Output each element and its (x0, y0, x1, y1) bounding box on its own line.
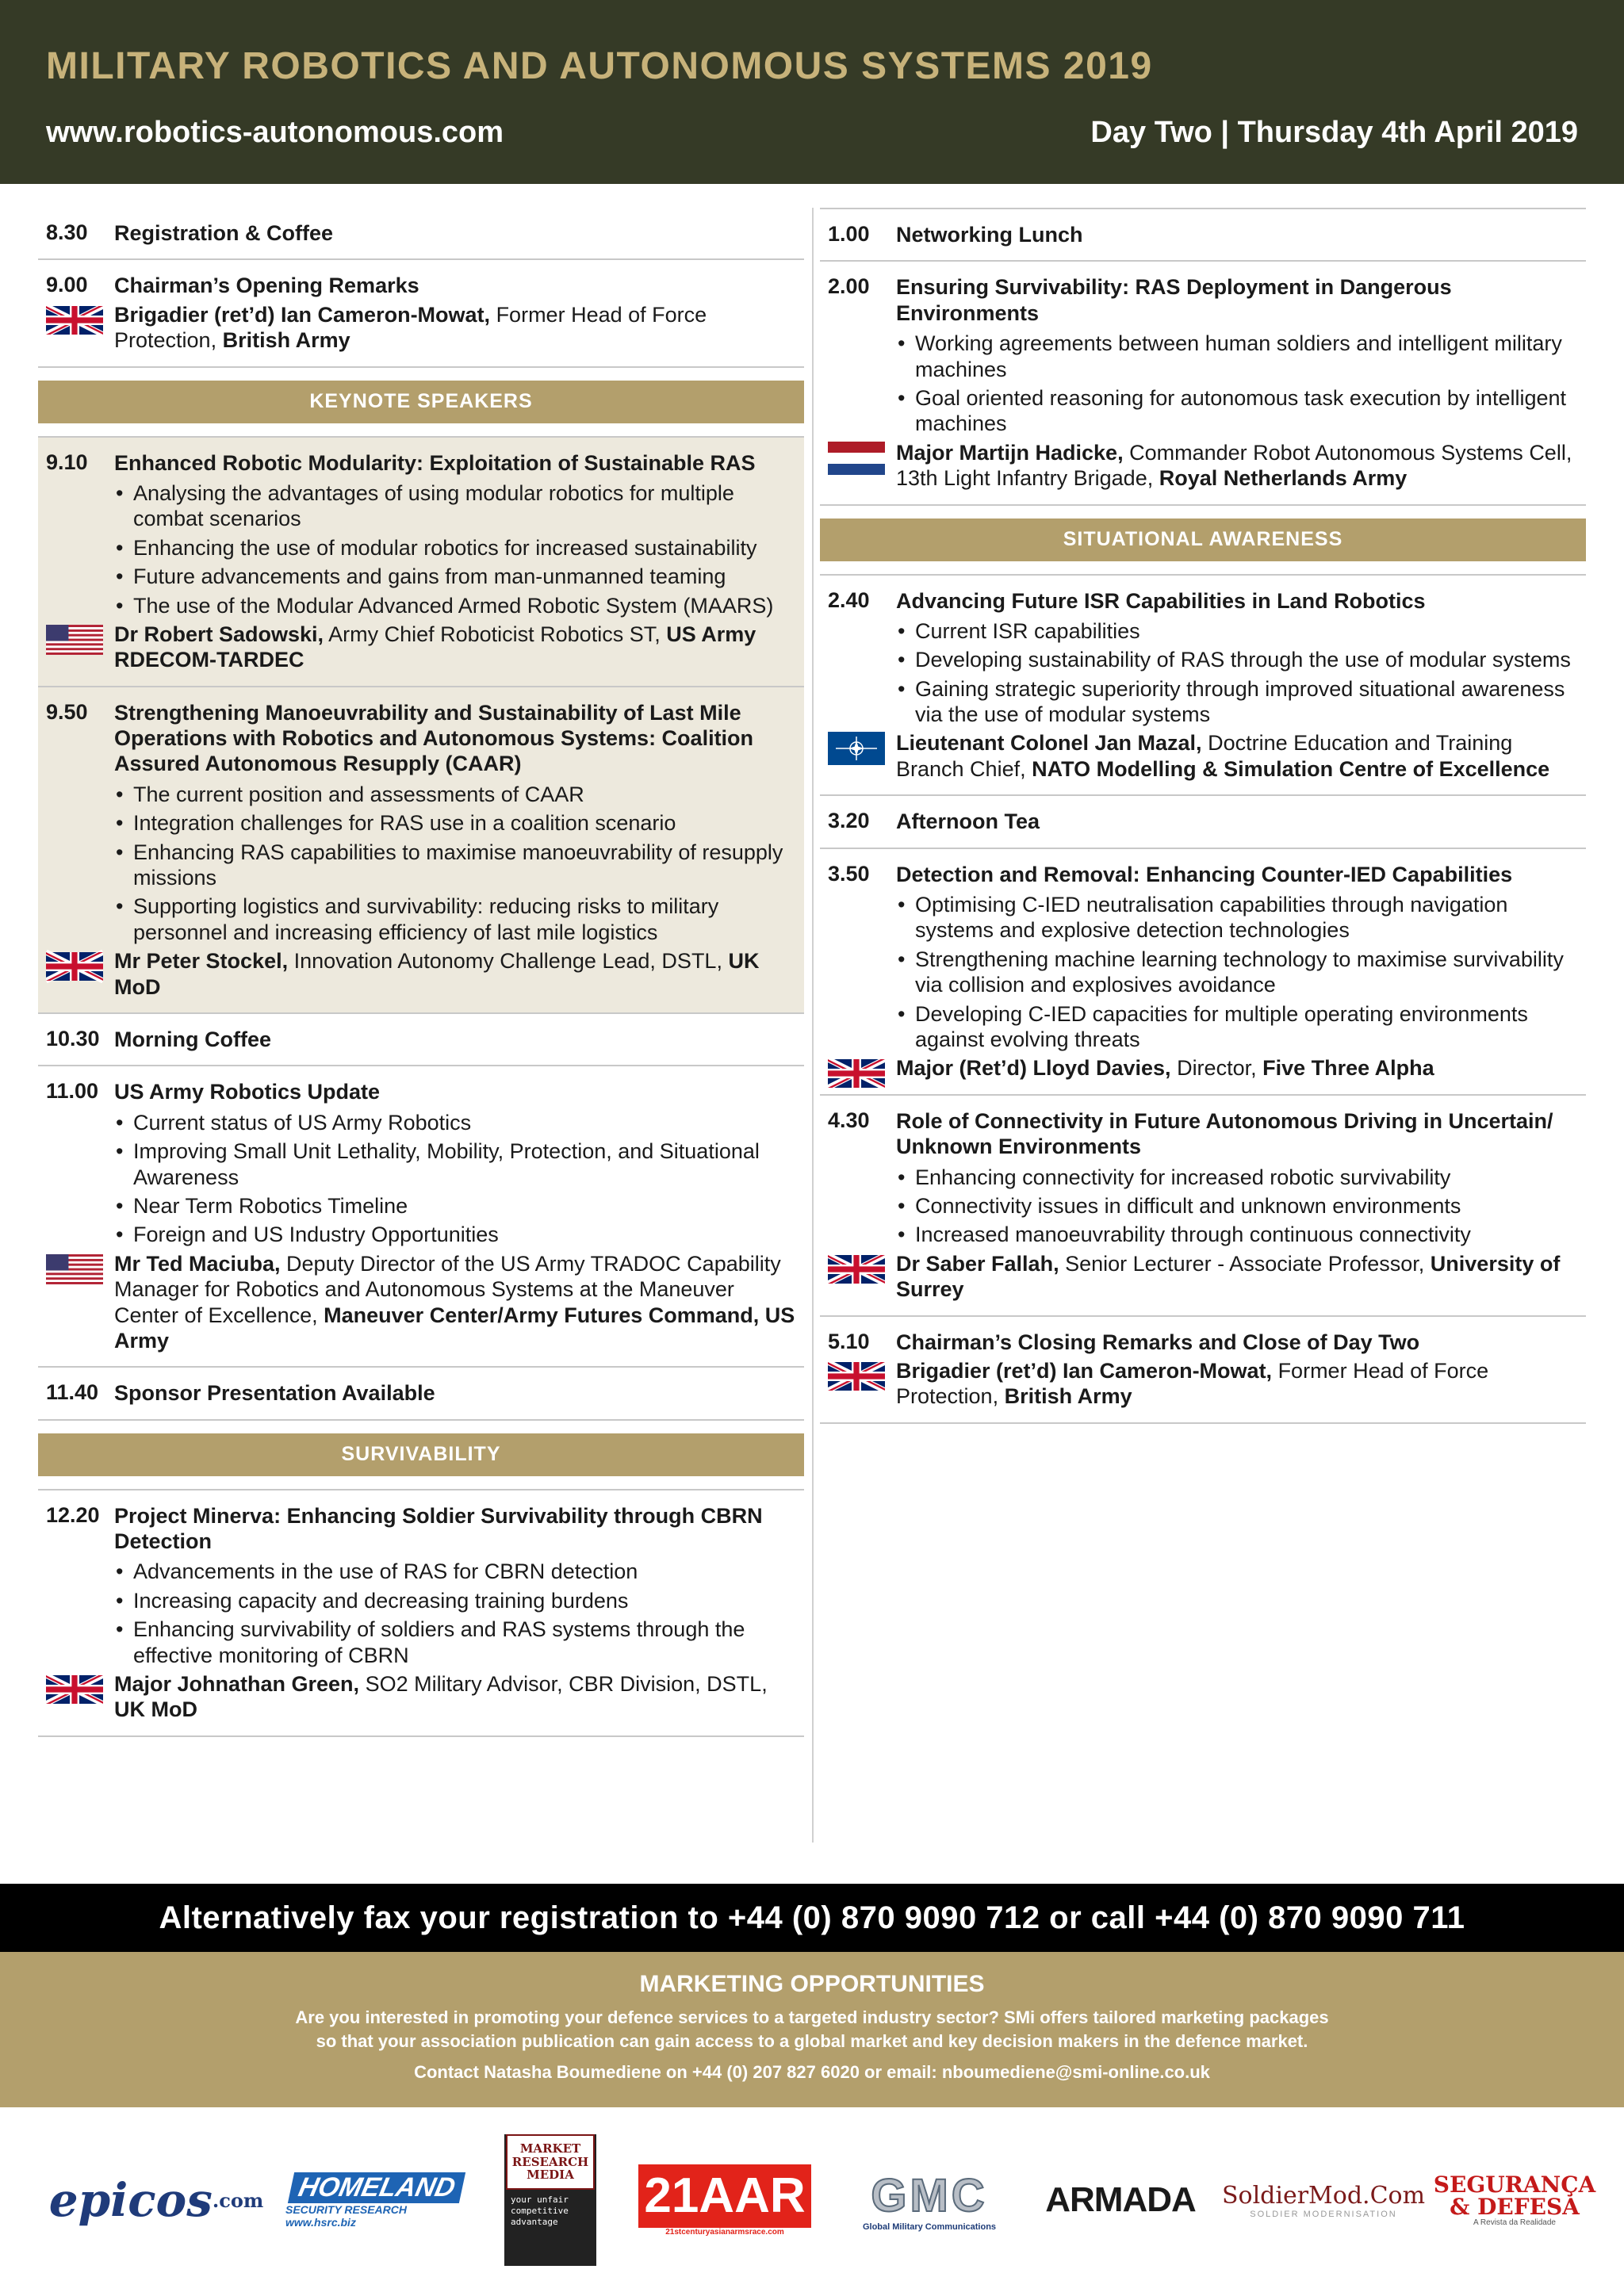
session-title: US Army Robotics Update (114, 1080, 381, 1104)
session-title: Ensuring Survivability: RAS Deployment in Dangerous Environments (896, 275, 1452, 325)
armada-wordmark: ARMADA (1045, 2180, 1196, 2219)
marketing-line: so that your association publication can gain access to a global market and key decision makers in the defence market. (316, 2030, 1308, 2051)
epicos-suffix: .com (212, 2188, 264, 2212)
session-1400 (820, 262, 1586, 505)
right-column (820, 208, 1586, 1424)
speaker (114, 622, 796, 673)
bullet-item: • Future advancements and gains from man-unmanned teaming (114, 564, 796, 589)
speaker-org: NATO Modelling & Simulation Centre of Excellence (1032, 756, 1550, 781)
header-banner (0, 0, 1624, 184)
mrm-tagline: your unfair competitive advantage (511, 2195, 569, 2227)
session-1220 (38, 1489, 804, 1737)
netherlands-flag-icon (828, 442, 885, 475)
session-1520 (820, 796, 1586, 848)
bullet-item: • Integration challenges for RAS use in a coalition scenario (114, 810, 796, 836)
bullet-item: • Enhancing connectivity for increased robotic survivability (896, 1165, 1578, 1190)
session-time: 9.10 (46, 450, 88, 474)
session-title: Registration & Coffee (114, 221, 334, 245)
session-title: Role of Connectivity in Future Autonomous Driving in Uncertain/ Unknown Environments (896, 1108, 1553, 1159)
session-time: 11.40 (46, 1380, 99, 1405)
bullet-item: • Gaining strategic superiority through improved situational awareness via the use of modular systems (896, 676, 1578, 728)
sponsor-logos (0, 2107, 1624, 2296)
bullet-list (896, 331, 1578, 437)
speaker-org: British Army (222, 328, 350, 353)
bullet-item: • Enhancing RAS capabilities to maximise manoeuvrability of resupply missions (114, 840, 796, 891)
marketing-text (0, 2006, 1624, 2053)
bullet-list (114, 1110, 796, 1248)
survivability-bar: SURVIVABILITY (38, 1433, 804, 1476)
bullet-list (114, 782, 796, 945)
session-title: Sponsor Presentation Available (114, 1381, 435, 1406)
session-1630 (820, 1096, 1586, 1317)
bullet-item: • Optimising C-IED neutralisation capabilities through navigation systems and explosive detection technologies (896, 892, 1578, 943)
speaker (114, 1251, 796, 1354)
soldiermod-logo[interactable] (1221, 2156, 1426, 2244)
session-title: Advancing Future ISR Capabilities in Land Robotics (896, 588, 1426, 613)
armada-logo[interactable] (1037, 2156, 1204, 2244)
bullet-list (114, 480, 796, 618)
bullet-list (114, 1559, 796, 1668)
uk-flag-icon (46, 1673, 103, 1706)
left-column (38, 208, 804, 1737)
bullet-item: • Advancements in the use of RAS for CBRN detection (114, 1559, 796, 1584)
seguranca-sub: A Revista da Realidade (1473, 2218, 1556, 2227)
website-url[interactable]: www.robotics-autonomous.com (46, 116, 504, 149)
marketing-line: Are you interested in promoting your defence services to a targeted industry sector? SMi offers tailored marketing packages (295, 2007, 1329, 2027)
session-title: Enhanced Robotic Modularity: Exploitation of Sustainable RAS (114, 450, 756, 475)
soldiermod-wordmark: SoldierMod.Com (1221, 2181, 1426, 2210)
speaker (896, 440, 1578, 492)
bullet-item: • Developing C-IED capacities for multiple operating environments against evolving threats (896, 1001, 1578, 1053)
fax-registration-bar: Alternatively fax your registration to +44 (0) 870 9090 712 or call +44 (0) 870 9090 711 (0, 1884, 1624, 1952)
speaker (896, 1358, 1578, 1410)
speaker-role: Doctrine Education and Training Branch Chief, (896, 731, 1513, 781)
event-title: MILITARY ROBOTICS AND AUTONOMOUS SYSTEMS 2019 (46, 45, 1153, 87)
speaker-name: Mr Peter Stockel, (114, 949, 289, 974)
bullet-item: • Goal oriented reasoning for autonomous task execution by intelligent machines (896, 385, 1578, 437)
keynote-speakers-bar: KEYNOTE SPEAKERS (38, 381, 804, 423)
marketing-section (0, 1952, 1624, 2107)
bullet-item: • Analysing the advantages of using modular robotics for multiple combat scenarios (114, 480, 796, 532)
speaker-role: Army Chief Roboticist Robotics ST, (324, 622, 667, 646)
us-flag-icon (46, 623, 103, 656)
session-0950 (38, 687, 804, 1014)
bullet-item: • The use of the Modular Advanced Armed Robotic System (MAARS) (114, 593, 796, 618)
session-1300 (820, 208, 1586, 262)
session-0900 (38, 260, 804, 367)
homeland-security-logo[interactable] (285, 2156, 468, 2244)
gmc-sub: Global Military Communications (862, 2221, 997, 2232)
21aar-logo[interactable] (636, 2156, 814, 2244)
uk-flag-icon (46, 304, 103, 337)
bullet-item: • Increasing capacity and decreasing training burdens (114, 1588, 796, 1613)
bullet-item: • Current status of US Army Robotics (114, 1110, 796, 1135)
session-time: 12.20 (46, 1502, 100, 1527)
session-1710 (820, 1317, 1586, 1424)
speaker-org: Royal Netherlands Army (1159, 466, 1408, 491)
bullet-item: • Strengthening machine learning technology to maximise survivability via collision and explosives avoidance (896, 947, 1578, 998)
session-1550 (820, 849, 1586, 1096)
speaker-name: Brigadier (ret’d) Ian Cameron-Mowat, (896, 1358, 1273, 1383)
bullet-item: • Working agreements between human soldiers and intelligent military machines (896, 331, 1578, 382)
speaker (896, 730, 1578, 782)
bullet-item: • Developing sustainability of RAS through the use of modular systems (896, 647, 1578, 672)
bullet-item: • Foreign and US Industry Opportunities (114, 1222, 796, 1247)
seguranca-wordmark: SEGURANÇA & DEFESA (1433, 2171, 1596, 2220)
speaker (114, 1671, 796, 1723)
session-time: 2.40 (828, 587, 870, 612)
session-time: 3.50 (828, 861, 870, 886)
session-time: 1.00 (828, 222, 870, 246)
session-1030 (38, 1014, 804, 1066)
speaker-role: Former Head of Force Protection, (896, 1358, 1489, 1409)
bullet-list (896, 892, 1578, 1052)
bullet-list (896, 618, 1578, 728)
soldiermod-sub: SOLDIER MODERNISATION (1250, 2209, 1397, 2219)
session-0910 (38, 436, 804, 687)
session-title: Networking Lunch (896, 223, 1083, 247)
speaker-role: Innovation Autonomy Challenge Lead, DSTL, (288, 949, 729, 974)
session-title: Project Minerva: Enhancing Soldier Survivability through CBRN Detection (114, 1503, 763, 1554)
session-1440 (820, 574, 1586, 797)
session-title: Detection and Removal: Enhancing Counter-IED Capabilities (896, 862, 1513, 886)
bullet-item: • Increased manoeuvrability through continuous connectivity (896, 1222, 1578, 1247)
bullet-item: • Enhancing the use of modular robotics for increased sustainability (114, 535, 796, 561)
speaker-name: Major Martijn Hadicke, (896, 440, 1124, 465)
session-time: 10.30 (46, 1026, 100, 1050)
session-title: Morning Coffee (114, 1027, 271, 1051)
session-time: 8.30 (46, 220, 88, 244)
speaker-name: Brigadier (ret’d) Ian Cameron-Mowat, (114, 302, 491, 327)
speaker-org: UK MoD (114, 1697, 197, 1722)
epicos-logo[interactable] (49, 2156, 263, 2244)
speaker-name: Major (Ret’d) Lloyd Davies, (896, 1056, 1171, 1081)
bullet-item: • Enhancing survivability of soldiers and RAS systems through the effective monitoring of CBRN (114, 1617, 796, 1668)
session-1140 (38, 1368, 804, 1420)
nato-flag-icon (828, 732, 885, 765)
column-divider (812, 208, 814, 1843)
speaker (114, 948, 796, 1000)
session-title: Chairman’s Closing Remarks and Close of Day Two (896, 1330, 1420, 1354)
uk-flag-icon (828, 1360, 885, 1393)
uk-flag-icon (828, 1057, 885, 1090)
speaker-role: Director, (1170, 1056, 1263, 1081)
speaker-role: SO2 Military Advisor, CBR Division, DSTL, (359, 1672, 768, 1697)
session-time: 9.00 (46, 273, 88, 297)
day-date: Day Two | Thursday 4th April 2019 (1090, 116, 1578, 149)
session-title: Afternoon Tea (896, 809, 1040, 834)
gmc-logo[interactable] (850, 2156, 1009, 2244)
bullet-item: • Current ISR capabilities (896, 618, 1578, 644)
gmc-wordmark: GMC (871, 2169, 988, 2221)
speaker-org: Maneuver Center/Army Futures Command, US Army (114, 1303, 795, 1353)
speaker-org: UK MoD (114, 949, 760, 999)
marketing-title: MARKETING OPPORTUNITIES (639, 1971, 985, 1997)
mrm-wordmark: MARKET RESEARCH MEDIA (506, 2134, 595, 2190)
session-time: 3.20 (828, 809, 870, 833)
seguranca-defesa-logo[interactable] (1433, 2156, 1596, 2244)
situational-awareness-bar: SITUATIONAL AWARENESS (820, 519, 1586, 561)
speaker-name: Dr Saber Fallah, (896, 1251, 1059, 1276)
speaker-role: Former Head of Force Protection, (114, 302, 707, 353)
speaker (114, 302, 796, 354)
homeland-sub: SECURITY RESEARCH www.hsrc.biz (285, 2202, 407, 2229)
uk-flag-icon (828, 1253, 885, 1286)
21aar-sub: 21stcenturyasianarmsrace.com (665, 2227, 784, 2237)
bullet-list (896, 1165, 1578, 1248)
session-time: 9.50 (46, 699, 88, 724)
speaker (896, 1251, 1578, 1303)
speaker-role: Deputy Director of the US Army TRADOC Capability Manager for Robotics and Autonomous Systems at the Maneuver Center of Excellence, (114, 1251, 781, 1327)
session-1100 (38, 1066, 804, 1368)
speaker-role: Commander Robot Autonomous Systems Cell, 13th Light Infantry Brigade, (896, 440, 1572, 491)
speaker-org: University of Surrey (896, 1251, 1561, 1302)
session-title: Chairman’s Opening Remarks (114, 274, 419, 298)
bullet-item: • Supporting logistics and survivability: reducing risks to military personnel and increasing efficiency of last mile logistics (114, 894, 796, 945)
21aar-wordmark: 21AAR (638, 2164, 811, 2228)
homeland-wordmark: HOMELAND (288, 2172, 466, 2203)
us-flag-icon (46, 1253, 103, 1286)
session-title: Strengthening Manoeuvrability and Sustainability of Last Mile Operations with Robotics and Autonomous Systems: Coalition Assured Autonomous Resupply (CAAR) (114, 700, 754, 776)
uk-flag-icon (46, 950, 103, 983)
session-time: 4.30 (828, 1108, 870, 1132)
speaker-org: US Army RDECOM-TARDEC (114, 622, 756, 672)
session-time: 2.00 (828, 274, 870, 299)
speaker-name: Mr Ted Maciuba, (114, 1251, 281, 1276)
marketing-contact[interactable]: Contact Natasha Boumediene on +44 (0) 207 827 6020 or email: nboumediene@smi-online.co.uk (414, 2062, 1210, 2083)
market-research-media-logo[interactable] (504, 2134, 596, 2266)
bullet-item: • The current position and assessments of CAAR (114, 782, 796, 807)
speaker-org: Five Three Alpha (1262, 1056, 1434, 1081)
bullet-item: • Improving Small Unit Lethality, Mobility, Protection, and Situational Awareness (114, 1138, 796, 1190)
speaker-name: Lieutenant Colonel Jan Mazal, (896, 731, 1202, 756)
bullet-item: • Connectivity issues in difficult and unknown environments (896, 1193, 1578, 1219)
session-time: 11.00 (46, 1079, 99, 1104)
speaker-role: Senior Lecturer - Associate Professor, (1059, 1251, 1431, 1276)
epicos-wordmark: epicos (48, 2173, 213, 2227)
bullet-item: • Near Term Robotics Timeline (114, 1193, 796, 1219)
session-time: 5.10 (828, 1329, 870, 1353)
session-0830 (38, 208, 804, 260)
speaker (896, 1055, 1578, 1081)
speaker-name: Dr Robert Sadowski, (114, 622, 324, 646)
speaker-org: British Army (1004, 1384, 1132, 1409)
speaker-name: Major Johnathan Green, (114, 1672, 360, 1697)
